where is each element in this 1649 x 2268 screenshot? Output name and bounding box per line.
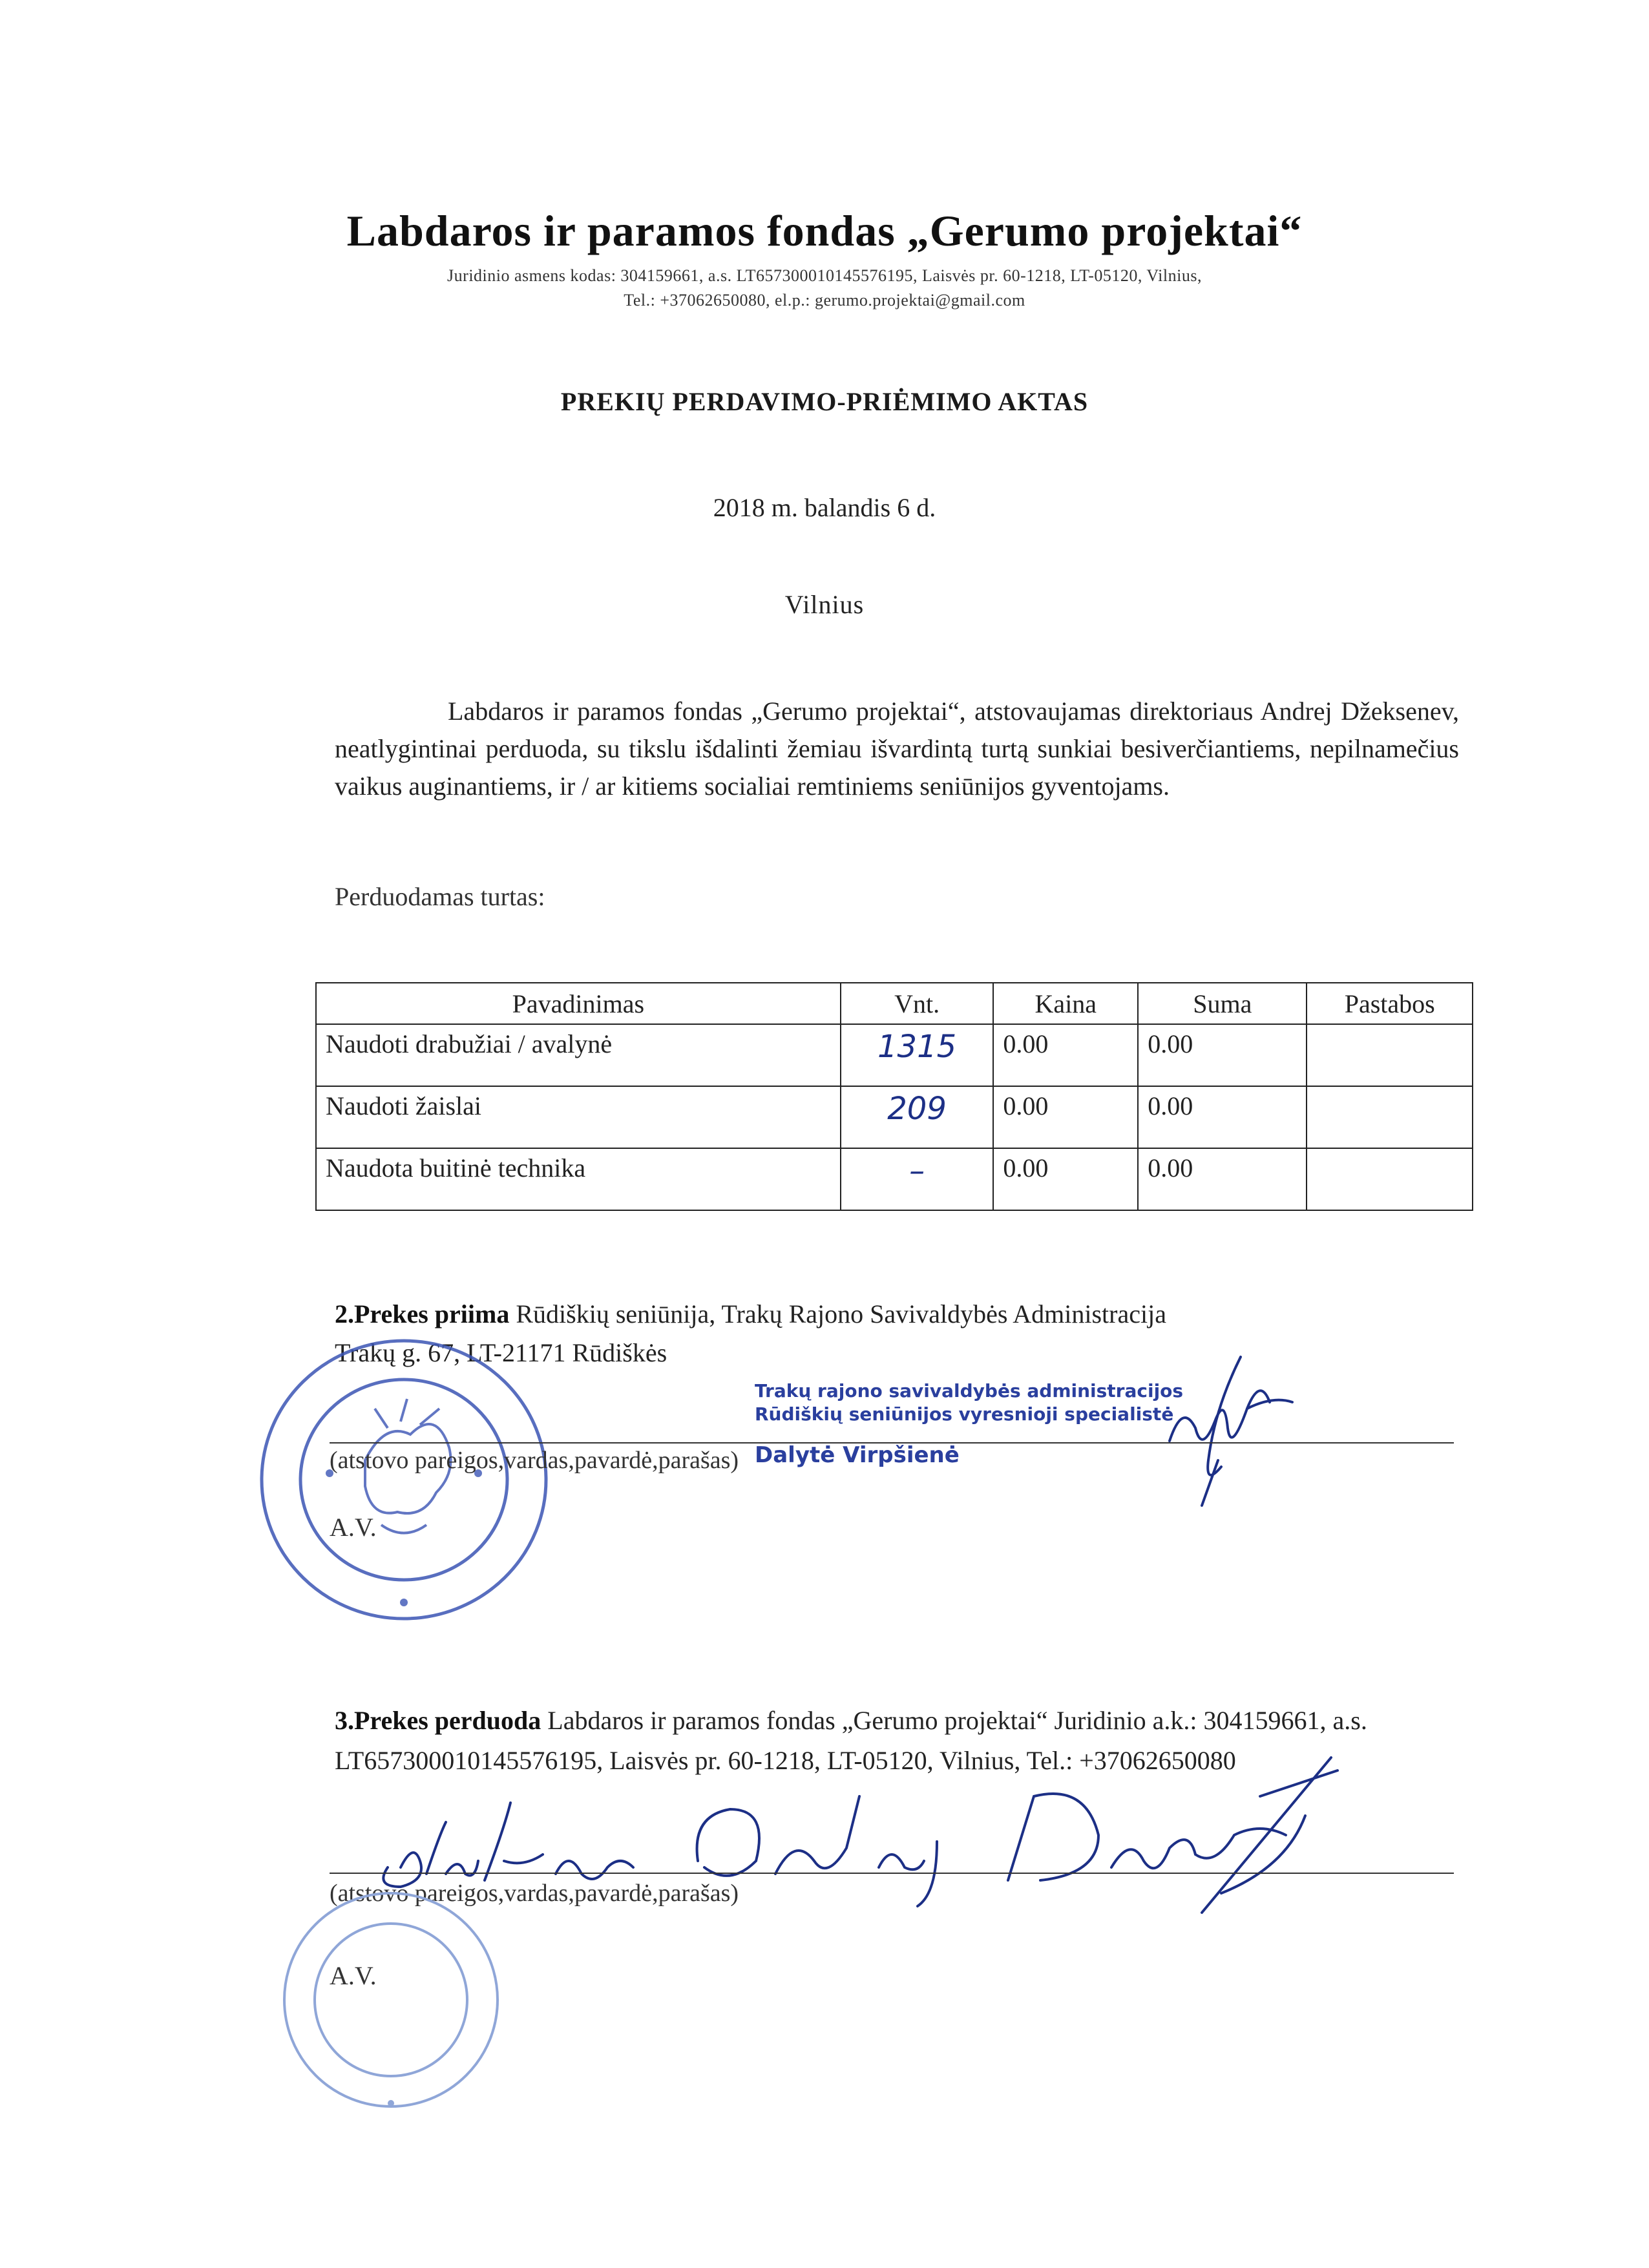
organization-title: Labdaros ir paramos fondas „Gerumo projektai“ (346, 206, 1303, 255)
act-date: 2018 m. balandis 6 d. (713, 493, 936, 522)
row-price: 0.00 (993, 1086, 1138, 1148)
receiver-av: A.V. (330, 1513, 377, 1542)
table-row (316, 1024, 1473, 1086)
header-name: Pavadinimas (316, 983, 841, 1024)
transferor-caption: (atstovo pareigos,vardas,pavardė,parašas) (330, 1880, 739, 1907)
table-header-row (316, 983, 1473, 1024)
row-name: Naudoti žaislai (316, 1086, 841, 1148)
stamp-line2: Rūdiškių seniūnijos vyresnioji specialistė (755, 1403, 1174, 1425)
row-name: Naudota buitinė technika (316, 1148, 841, 1210)
row-sum: 0.00 (1138, 1148, 1307, 1210)
transferor-signature (362, 1745, 1525, 1964)
row-notes (1307, 1024, 1473, 1086)
act-title: PREKIŲ PERDAVIMO-PRIĖMIMO AKTAS (560, 387, 1089, 416)
header-qty: Vnt. (841, 983, 994, 1024)
seniunija-round-stamp (252, 1331, 556, 1628)
receiver-signature (1144, 1344, 1325, 1518)
row-qty-handwritten: 209 (841, 1086, 994, 1148)
intro-text: Labdaros ir paramos fondas „Gerumo projektai“, atstovaujamas direktoriaus Andrej Džeksenev, neatlygintinai perduoda, su tikslu išdalinti žemiau išvardintą turtą sunkiai besiverčiantiems, nepilnamečius vaikus auginantiems, ir / ar kitiems socialiai remtiniems seniūnijos gyventojams. (335, 697, 1459, 801)
row-notes (1307, 1148, 1473, 1210)
row-sum: 0.00 (1138, 1086, 1307, 1148)
table-row (316, 1086, 1473, 1148)
act-city: Vilnius (784, 590, 865, 619)
organization-details-line2: Tel.: +37062650080, el.p.: gerumo.projektai@gmail.com (624, 291, 1025, 310)
stamp-line1: Trakų rajono savivaldybės administracijos (755, 1380, 1184, 1402)
section3-label: 3.Prekes perduoda (335, 1706, 541, 1735)
header-sum: Suma (1138, 983, 1307, 1024)
items-table (315, 982, 1473, 1211)
transferor-signature-line (330, 1873, 1454, 1874)
row-qty-handwritten: 1315 (841, 1024, 994, 1086)
receiver-signature-line (330, 1442, 1454, 1444)
section3-text: Labdaros ir paramos fondas „Gerumo projektai“ Juridinio a.k.: 304159661, a.s. LT657300010145576195, Laisvės pr. 60-1218, LT-05120, Vilnius, Tel.: +37062650080 (335, 1706, 1367, 1775)
transferred-label: Perduodamas turtas: (335, 882, 545, 911)
section2-label: 2.Prekes priima (335, 1299, 510, 1328)
section2-receiver (335, 1299, 1166, 1329)
table-row (316, 1148, 1473, 1210)
intro-paragraph (335, 693, 1459, 805)
organization-details-line1: Juridinio asmens kodas: 304159661, a.s. LT657300010145576195, Laisvės pr. 60-1218, LT-05120, Vilnius, (447, 266, 1202, 285)
row-notes (1307, 1086, 1473, 1148)
row-sum: 0.00 (1138, 1024, 1307, 1086)
row-price: 0.00 (993, 1024, 1138, 1086)
row-name: Naudoti drabužiai / avalynė (316, 1024, 841, 1086)
section2-text: Rūdiškių seniūnija, Trakų Rajono Savivaldybės Administracija (509, 1299, 1166, 1328)
header-price: Kaina (993, 983, 1138, 1024)
transferor-av: A.V. (330, 1961, 377, 1990)
row-qty-handwritten: – (841, 1148, 994, 1210)
row-price: 0.00 (993, 1148, 1138, 1210)
stamp-name: Dalytė Virpšienė (755, 1442, 960, 1468)
receiver-caption: (atstovo pareigos,vardas,pavardė,parašas) (330, 1447, 739, 1474)
fund-round-stamp (278, 1887, 504, 2113)
header-notes: Pastabos (1307, 983, 1473, 1024)
section2-address: Trakų g. 67, LT-21171 Rūdiškės (335, 1338, 667, 1367)
